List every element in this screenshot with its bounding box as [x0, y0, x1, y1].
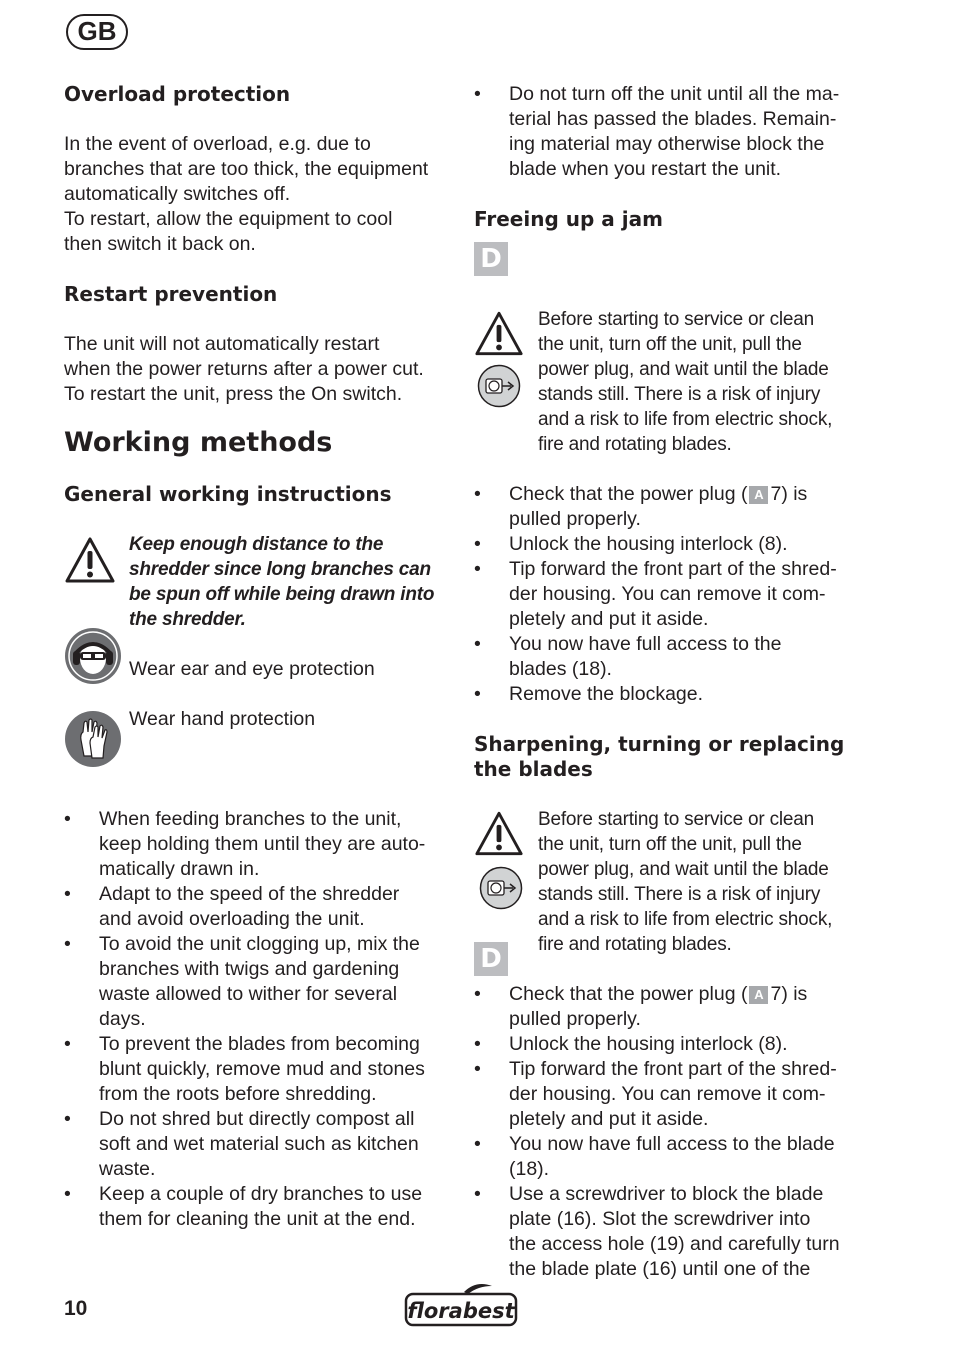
language-badge: GB — [66, 14, 128, 50]
top-right-list — [474, 82, 874, 182]
safety-notice-2: Before starting to service or clean the unit, turn off the unit, pull the power plug, and wait until the blade stands still. There is a risk of injury and a risk to life from electric shock, fire and rotating blades. — [538, 809, 833, 955]
brand-wordmark: florabest — [407, 1299, 515, 1323]
list-item: • You now have full access to the blades (18). — [474, 632, 874, 682]
list-item: • Unlock the housing interlock (8). — [474, 1032, 874, 1057]
page-number: 10 — [64, 1297, 88, 1320]
list-item: • Remove the blockage. — [474, 682, 874, 707]
left-column — [64, 82, 449, 407]
general-instructions-title: General working instructions — [64, 482, 392, 506]
overload-text: In the event of overload, e.g. due to branches that are too thick, the equipment automatically switches off. To restart, allow the equipment to cool then switch it back on. — [64, 133, 429, 255]
list-item: • To prevent the blades from becoming blunt quickly, remove mud and stones from the roots before shredding. — [64, 1032, 454, 1107]
working-methods-title: Working methods — [64, 427, 333, 458]
unplug-icon — [477, 364, 521, 408]
warning-icon — [64, 536, 116, 584]
list-item: • Tip forward the front part of the shred- der housing. You can remove it com- pletely and put it aside. — [474, 557, 874, 632]
list-item: • Do not shred but directly compost all soft and wet material such as kitchen waste. — [64, 1107, 454, 1182]
overload-title: Overload protection — [64, 82, 291, 106]
list-item: • Do not turn off the unit until all the ma- terial has passed the blades. Remain- ing material may otherwise block the blade when you restart the unit. — [474, 82, 874, 182]
ear-eye-protection-label: Wear ear and eye protection — [129, 658, 375, 680]
hand-protection-icon — [64, 710, 122, 768]
list-item: • Check that the power plug ( A 7) is pulled properly. — [474, 482, 874, 532]
restart-title: Restart prevention — [64, 282, 278, 306]
figure-a-badge: A — [749, 986, 768, 1004]
list-item: • Adapt to the speed of the shredder and avoid overloading the unit. — [64, 882, 454, 932]
unplug-icon — [479, 866, 523, 910]
freeing-jam-title: Freeing up a jam — [474, 207, 663, 231]
sharpening-steps-list — [474, 982, 874, 1282]
hand-protection-label: Wear hand protection — [129, 708, 316, 730]
list-item: • Check that the power plug ( A 7) is pulled properly. — [474, 982, 874, 1032]
distance-warning: Keep enough distance to the shredder since long branches can be spun off while being drawn into the shredder. — [129, 534, 435, 630]
figure-a-badge: A — [749, 486, 768, 504]
ear-eye-protection-icon — [64, 627, 122, 685]
list-item: • You now have full access to the blade (18). — [474, 1132, 874, 1182]
figure-d-badge: D — [474, 942, 508, 976]
restart-text: The unit will not automatically restart when the power returns after a power cut. To restart the unit, press the On switch. — [64, 333, 424, 405]
warning-icon — [474, 810, 524, 857]
warning-icon — [474, 310, 524, 357]
list-item: • Keep a couple of dry branches to use them for cleaning the unit at the end. — [64, 1182, 454, 1232]
sharpening-title: Sharpening, turning or replacing the blades — [474, 732, 845, 781]
figure-d-badge: D — [474, 242, 508, 276]
florabest-logo — [404, 1282, 518, 1328]
list-item: • To avoid the unit clogging up, mix the branches with twigs and gardening waste allowed to wither for several days. — [64, 932, 454, 1032]
list-item: • When feeding branches to the unit, keep holding them until they are auto- matically drawn in. — [64, 807, 454, 882]
list-item: • Tip forward the front part of the shred- der housing. You can remove it com- pletely and put it aside. — [474, 1057, 874, 1132]
list-item: • Use a screwdriver to block the blade plate (16). Slot the screwdriver into the access hole (19) and carefully turn the blade plate (16) until one of the — [474, 1182, 874, 1282]
jam-steps-list — [474, 482, 874, 707]
list-item: • Unlock the housing interlock (8). — [474, 532, 874, 557]
safety-notice-1: Before starting to service or clean the unit, turn off the unit, pull the power plug, and wait until the blade stands still. There is a risk of injury and a risk to life from electric shock, fire and rotating blades. — [538, 309, 833, 455]
working-instructions-list — [64, 807, 454, 1232]
